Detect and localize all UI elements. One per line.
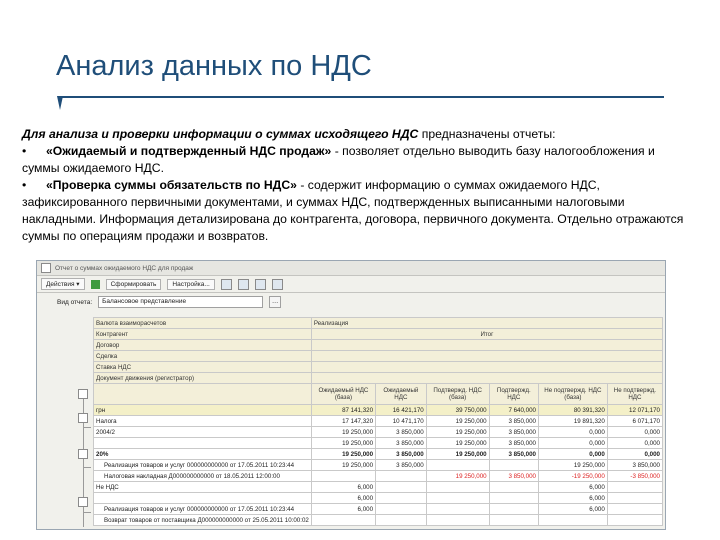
header-grouping-label: Сделка <box>94 351 312 362</box>
table-cell: 80 391,320 <box>538 405 607 416</box>
table-cell <box>489 460 538 471</box>
print-icon[interactable] <box>238 279 249 290</box>
table-cell: 19 250,000 <box>311 427 375 438</box>
table-cell: 6,000 <box>311 493 375 504</box>
table-cell <box>538 515 607 526</box>
table-cell <box>376 515 427 526</box>
report-filter-bar <box>37 293 665 311</box>
help-icon[interactable] <box>272 279 283 290</box>
table-cell: 6,000 <box>538 504 607 515</box>
title-underline <box>58 96 664 98</box>
table-cell: 19 250,000 <box>426 427 489 438</box>
table-row[interactable] <box>94 438 663 449</box>
row-label: Налоговая накладная Д000000000000 от 18.05.2011 12:00:00 <box>94 471 312 482</box>
tree-line <box>83 512 91 513</box>
table-cell <box>426 504 489 515</box>
tree-line <box>83 427 91 428</box>
table-cell: 19 250,000 <box>311 460 375 471</box>
table-row[interactable] <box>94 416 663 427</box>
table-cell: -19 250,000 <box>538 471 607 482</box>
table-cell <box>426 482 489 493</box>
title-accent-mark <box>57 96 63 110</box>
table-row[interactable] <box>94 504 663 515</box>
report-kind-select-button[interactable]: … <box>269 296 281 308</box>
table-cell: 0,000 <box>538 427 607 438</box>
table-cell: 3 850,000 <box>489 438 538 449</box>
table-header-row <box>94 351 663 362</box>
filter-label: Вид отчета: <box>57 298 93 306</box>
table-cell: 12 071,170 <box>607 405 662 416</box>
table-cell: 17 147,320 <box>311 416 375 427</box>
table-cell <box>426 493 489 504</box>
table-cell <box>489 482 538 493</box>
table-cell: 3 850,000 <box>489 427 538 438</box>
window-menu-icon[interactable] <box>41 263 51 273</box>
intro-lead: Для анализа и проверки информации о суммах исходящего НДС <box>22 127 419 141</box>
table-cell: 39 750,000 <box>426 405 489 416</box>
column-header[interactable]: Подтвержд. НДС <box>489 384 538 405</box>
window-title: Отчет о суммах ожидаемого НДС для продаж <box>55 264 194 272</box>
header-group-label: Итог <box>311 329 662 340</box>
table-cell: 19 891,320 <box>538 416 607 427</box>
row-label: 2004/2 <box>94 427 312 438</box>
row-label: Возврат товаров от поставщика Д000000000000 от 25.05.2011 10:00:02 <box>94 515 312 526</box>
table-cell: 6,000 <box>311 482 375 493</box>
table-cell: 19 250,000 <box>311 449 375 460</box>
table-cell: 3 850,000 <box>376 460 427 471</box>
bullet-marker: • <box>22 178 27 192</box>
table-cell: 10 471,170 <box>376 416 427 427</box>
bullet-marker: • <box>22 144 27 158</box>
table-cell <box>376 493 427 504</box>
table-cell <box>376 504 427 515</box>
table-cell: 19 250,000 <box>311 438 375 449</box>
table-header-row <box>94 340 663 351</box>
expand-toggle[interactable] <box>78 413 88 423</box>
table-cell <box>607 493 662 504</box>
table-cell: 3 850,000 <box>489 471 538 482</box>
actions-menu-button[interactable]: Действия ▾ <box>41 278 85 290</box>
header-grouping-label: Контрагент <box>94 329 312 340</box>
report-toolbar <box>37 276 665 293</box>
table-cell <box>607 482 662 493</box>
table-cell <box>376 482 427 493</box>
column-header[interactable]: Ожидаемый НДС <box>376 384 427 405</box>
table-cell <box>311 471 375 482</box>
bullet1-report-name: «Ожидаемый и подтвержденный НДС продаж» <box>46 144 332 158</box>
table-cell: 19 250,000 <box>426 416 489 427</box>
table-cell: 6,000 <box>538 493 607 504</box>
table-cell: 6,000 <box>311 504 375 515</box>
table-cell: 6 071,170 <box>607 416 662 427</box>
table-cell: 16 421,170 <box>376 405 427 416</box>
run-icon <box>91 280 100 289</box>
report-kind-field[interactable]: Балансовое представление <box>98 296 263 308</box>
table-row[interactable] <box>94 471 663 482</box>
table-row[interactable] <box>94 482 663 493</box>
table-column-header-row <box>94 384 663 405</box>
expand-toggle[interactable] <box>78 497 88 507</box>
header-group-label <box>311 362 662 373</box>
header-group-label <box>311 351 662 362</box>
table-cell: 0,000 <box>607 427 662 438</box>
table-cell: 3 850,000 <box>489 449 538 460</box>
column-header[interactable]: Подтвержд. НДС (база) <box>426 384 489 405</box>
row-label: 20% <box>94 449 312 460</box>
expand-toggle[interactable] <box>78 389 88 399</box>
save-icon[interactable] <box>221 279 232 290</box>
bullet-item-2 <box>22 177 694 245</box>
row-label <box>94 493 312 504</box>
table-cell: 3 850,000 <box>607 460 662 471</box>
row-label: Реализация товаров и услуг 000000000000 от 17.05.2011 10:23:44 <box>94 460 312 471</box>
table-header-row <box>94 318 663 329</box>
table-cell: 3 850,000 <box>489 416 538 427</box>
header-grouping-label: Договор <box>94 340 312 351</box>
table-cell <box>607 504 662 515</box>
table-cell <box>311 515 375 526</box>
table-cell: 6,000 <box>538 482 607 493</box>
table-cell: 0,000 <box>607 438 662 449</box>
report-window-screenshot <box>36 260 666 530</box>
table-row[interactable] <box>94 405 663 416</box>
slide-body <box>22 126 694 245</box>
table-cell: 19 250,000 <box>426 438 489 449</box>
header-grouping-label: Документ движения (регистратор) <box>94 373 312 384</box>
column-header[interactable]: Ожидаемый НДС (база) <box>311 384 375 405</box>
settings-button[interactable]: Настройка... <box>167 279 214 290</box>
tree-line <box>83 467 91 468</box>
table-cell <box>607 515 662 526</box>
generate-button[interactable]: Сформировать <box>106 279 162 290</box>
header-group-label: Реализация <box>311 318 662 329</box>
table-cell: 0,000 <box>607 449 662 460</box>
table-cell <box>426 460 489 471</box>
bullet-item-1 <box>22 143 694 177</box>
table-header-row <box>94 362 663 373</box>
table-cell: 19 250,000 <box>426 449 489 460</box>
row-label: Не НДС <box>94 482 312 493</box>
table-cell: 87 141,320 <box>311 405 375 416</box>
bullet2-description: - содержит информацию о суммах ожидаемого НДС, зафиксированного первичными документами, и суммах НДС, подтвержденных выписанными налоговыми накладными. Информация детализирована до контрагента, договора, первичного документа. Отдельно отражаются суммы по операциям продажи и возвратов. <box>22 178 684 243</box>
slide-title: Анализ данных по НДС <box>56 50 372 82</box>
bullet1-description: - позволяет отдельно выводить базу налогообложения и суммы ожидаемого НДС. <box>22 144 655 175</box>
column-header-empty <box>94 384 312 405</box>
table-cell <box>426 515 489 526</box>
table-row[interactable] <box>94 493 663 504</box>
table-cell <box>489 515 538 526</box>
filter-icon[interactable] <box>255 279 266 290</box>
table-row[interactable] <box>94 449 663 460</box>
header-grouping-label: Валюта взаиморасчетов <box>94 318 312 329</box>
table-header-row <box>94 329 663 340</box>
window-titlebar <box>37 261 665 276</box>
table-cell: 19 250,000 <box>426 471 489 482</box>
column-header[interactable]: Не подтвержд. НДС <box>607 384 662 405</box>
table-cell <box>489 504 538 515</box>
table-cell: 3 850,000 <box>376 438 427 449</box>
table-cell: 0,000 <box>538 449 607 460</box>
intro-tail: предназначены отчеты: <box>418 127 556 141</box>
table-cell: 7 640,000 <box>489 405 538 416</box>
table-row[interactable] <box>94 515 663 526</box>
row-label <box>94 438 312 449</box>
intro-paragraph <box>22 126 694 143</box>
header-grouping-label: Ставка НДС <box>94 362 312 373</box>
table-cell: 0,000 <box>538 438 607 449</box>
grouping-tree <box>75 317 93 527</box>
table-cell <box>489 493 538 504</box>
row-label: Налога <box>94 416 312 427</box>
table-header-row <box>94 373 663 384</box>
header-group-label <box>311 340 662 351</box>
table-cell <box>376 471 427 482</box>
column-header[interactable]: Не подтвержд. НДС (база) <box>538 384 607 405</box>
row-label: Реализация товаров и услуг 000000000000 от 17.05.2011 10:23:44 <box>94 504 312 515</box>
report-table <box>93 317 663 526</box>
table-cell: 3 850,000 <box>376 427 427 438</box>
table-cell: 3 850,000 <box>376 449 427 460</box>
table-cell: -3 850,000 <box>607 471 662 482</box>
bullet2-report-name: «Проверка суммы обязательств по НДС» <box>46 178 297 192</box>
table-row[interactable] <box>94 460 663 471</box>
table-row[interactable] <box>94 427 663 438</box>
header-group-label <box>311 373 662 384</box>
table-cell: 19 250,000 <box>538 460 607 471</box>
row-label: грн <box>94 405 312 416</box>
expand-toggle[interactable] <box>78 449 88 459</box>
